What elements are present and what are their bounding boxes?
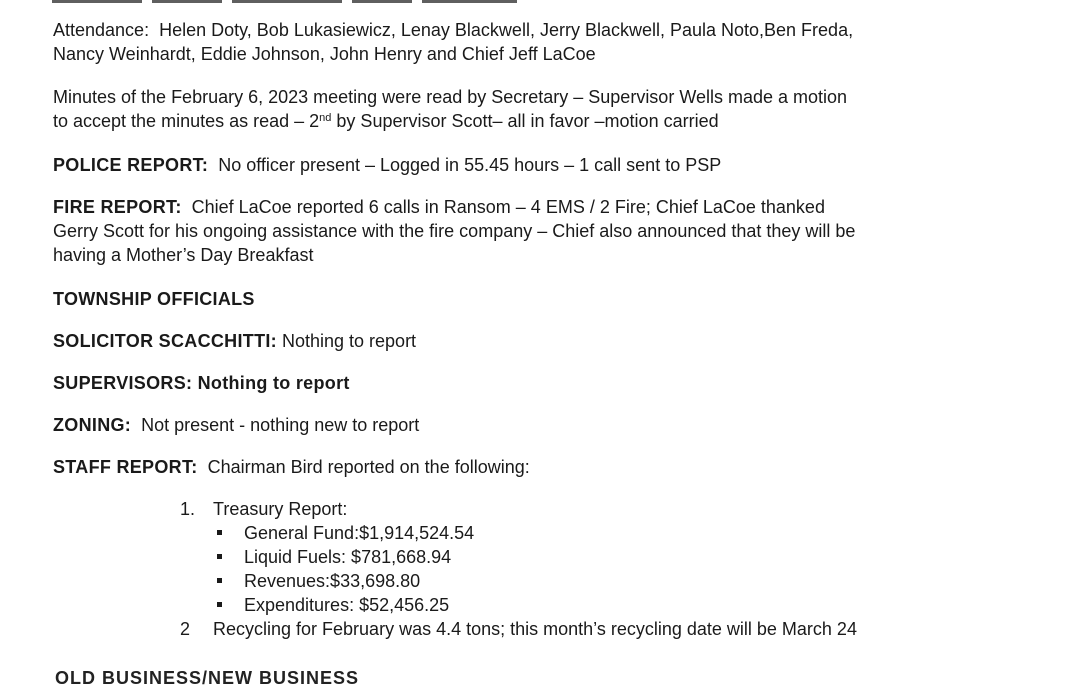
sub-item-text: Liquid Fuels: $781,668.94 <box>244 547 452 567</box>
old-new-business-heading: OLD BUSINESS/NEW BUSINESS <box>55 668 360 688</box>
bullet-icon <box>217 578 222 583</box>
zoning-label: ZONING: <box>53 415 132 435</box>
list-item-text: Treasury Report: <box>213 499 348 519</box>
township-officials-heading: TOWNSHIP OFFICIALS <box>53 289 255 309</box>
attendance-names-1: Helen Doty, Bob Lukasiewicz, Lenay Blackwell, Jerry Blackwell, Paula Noto,Ben Freda, <box>159 20 854 40</box>
minutes-line-2-end: by Supervisor Scott– all in favor –motion carried <box>331 111 719 131</box>
solicitor-text: Nothing to report <box>281 331 417 351</box>
bullet-icon <box>217 530 222 535</box>
minutes-line-2 <box>53 109 993 133</box>
fire-report-section <box>53 195 993 267</box>
zoning-text: Not present - nothing new to report <box>141 415 420 435</box>
list-item-treasury <box>180 497 1000 521</box>
attendance-label: Attendance: <box>53 20 150 40</box>
minutes-line-1: Minutes of the February 6, 2023 meeting were read by Secretary – Supervisor Wells made a motion <box>53 87 848 107</box>
police-report-text: No officer present – Logged in 55.45 hours – 1 call sent to PSP <box>218 155 722 175</box>
sub-item-expenditures <box>217 593 1037 617</box>
sub-item-text: Revenues:$33,698.80 <box>244 571 421 591</box>
attendance-line-1 <box>53 18 993 42</box>
bullet-icon <box>217 554 222 559</box>
solicitor-label: SOLICITOR SCACCHITTI: <box>53 331 277 351</box>
zoning-section <box>53 413 993 437</box>
cut-off-top-line <box>52 0 592 3</box>
ordinal-suffix: nd <box>319 112 332 124</box>
list-item-recycling <box>180 617 1000 641</box>
sub-item-text: General Fund:$1,914,524.54 <box>244 523 475 543</box>
list-number: 2 <box>180 619 191 639</box>
police-report-label: POLICE REPORT: <box>53 155 209 175</box>
staff-report-section <box>53 455 993 479</box>
fire-report-text-1: Chief LaCoe reported 6 calls in Ransom – 4 EMS / 2 Fire; Chief LaCoe thanked <box>191 197 825 217</box>
fire-report-label: FIRE REPORT: <box>53 197 182 217</box>
list-item-text: Recycling for February was 4.4 tons; this month’s recycling date will be March 24 <box>213 619 857 639</box>
staff-report-text: Chairman Bird reported on the following: <box>207 457 530 477</box>
minutes-section <box>53 85 993 133</box>
supervisors-section: SUPERVISORS: Nothing to report <box>53 373 350 393</box>
attendance-section <box>53 18 993 66</box>
sub-item-general-fund <box>217 521 1037 545</box>
fire-report-line-1 <box>53 195 993 219</box>
police-report-section <box>53 153 993 177</box>
attendance-line-2: Nancy Weinhardt, Eddie Johnson, John Henry and Chief Jeff LaCoe <box>53 44 596 64</box>
bullet-icon <box>217 602 222 607</box>
fire-report-line-2: Gerry Scott for his ongoing assistance with the fire company – Chief also announced that they will be <box>53 221 856 241</box>
staff-report-label: STAFF REPORT: <box>53 457 198 477</box>
sub-item-text: Expenditures: $52,456.25 <box>244 595 450 615</box>
minutes-line-2-start: to accept the minutes as read – 2 <box>53 111 320 131</box>
sub-item-revenues <box>217 569 1037 593</box>
sub-item-liquid-fuels <box>217 545 1037 569</box>
list-number: 1. <box>180 499 196 519</box>
staff-report-list <box>180 497 1000 641</box>
fire-report-line-3: having a Mother’s Day Breakfast <box>53 245 314 265</box>
solicitor-section <box>53 329 993 353</box>
